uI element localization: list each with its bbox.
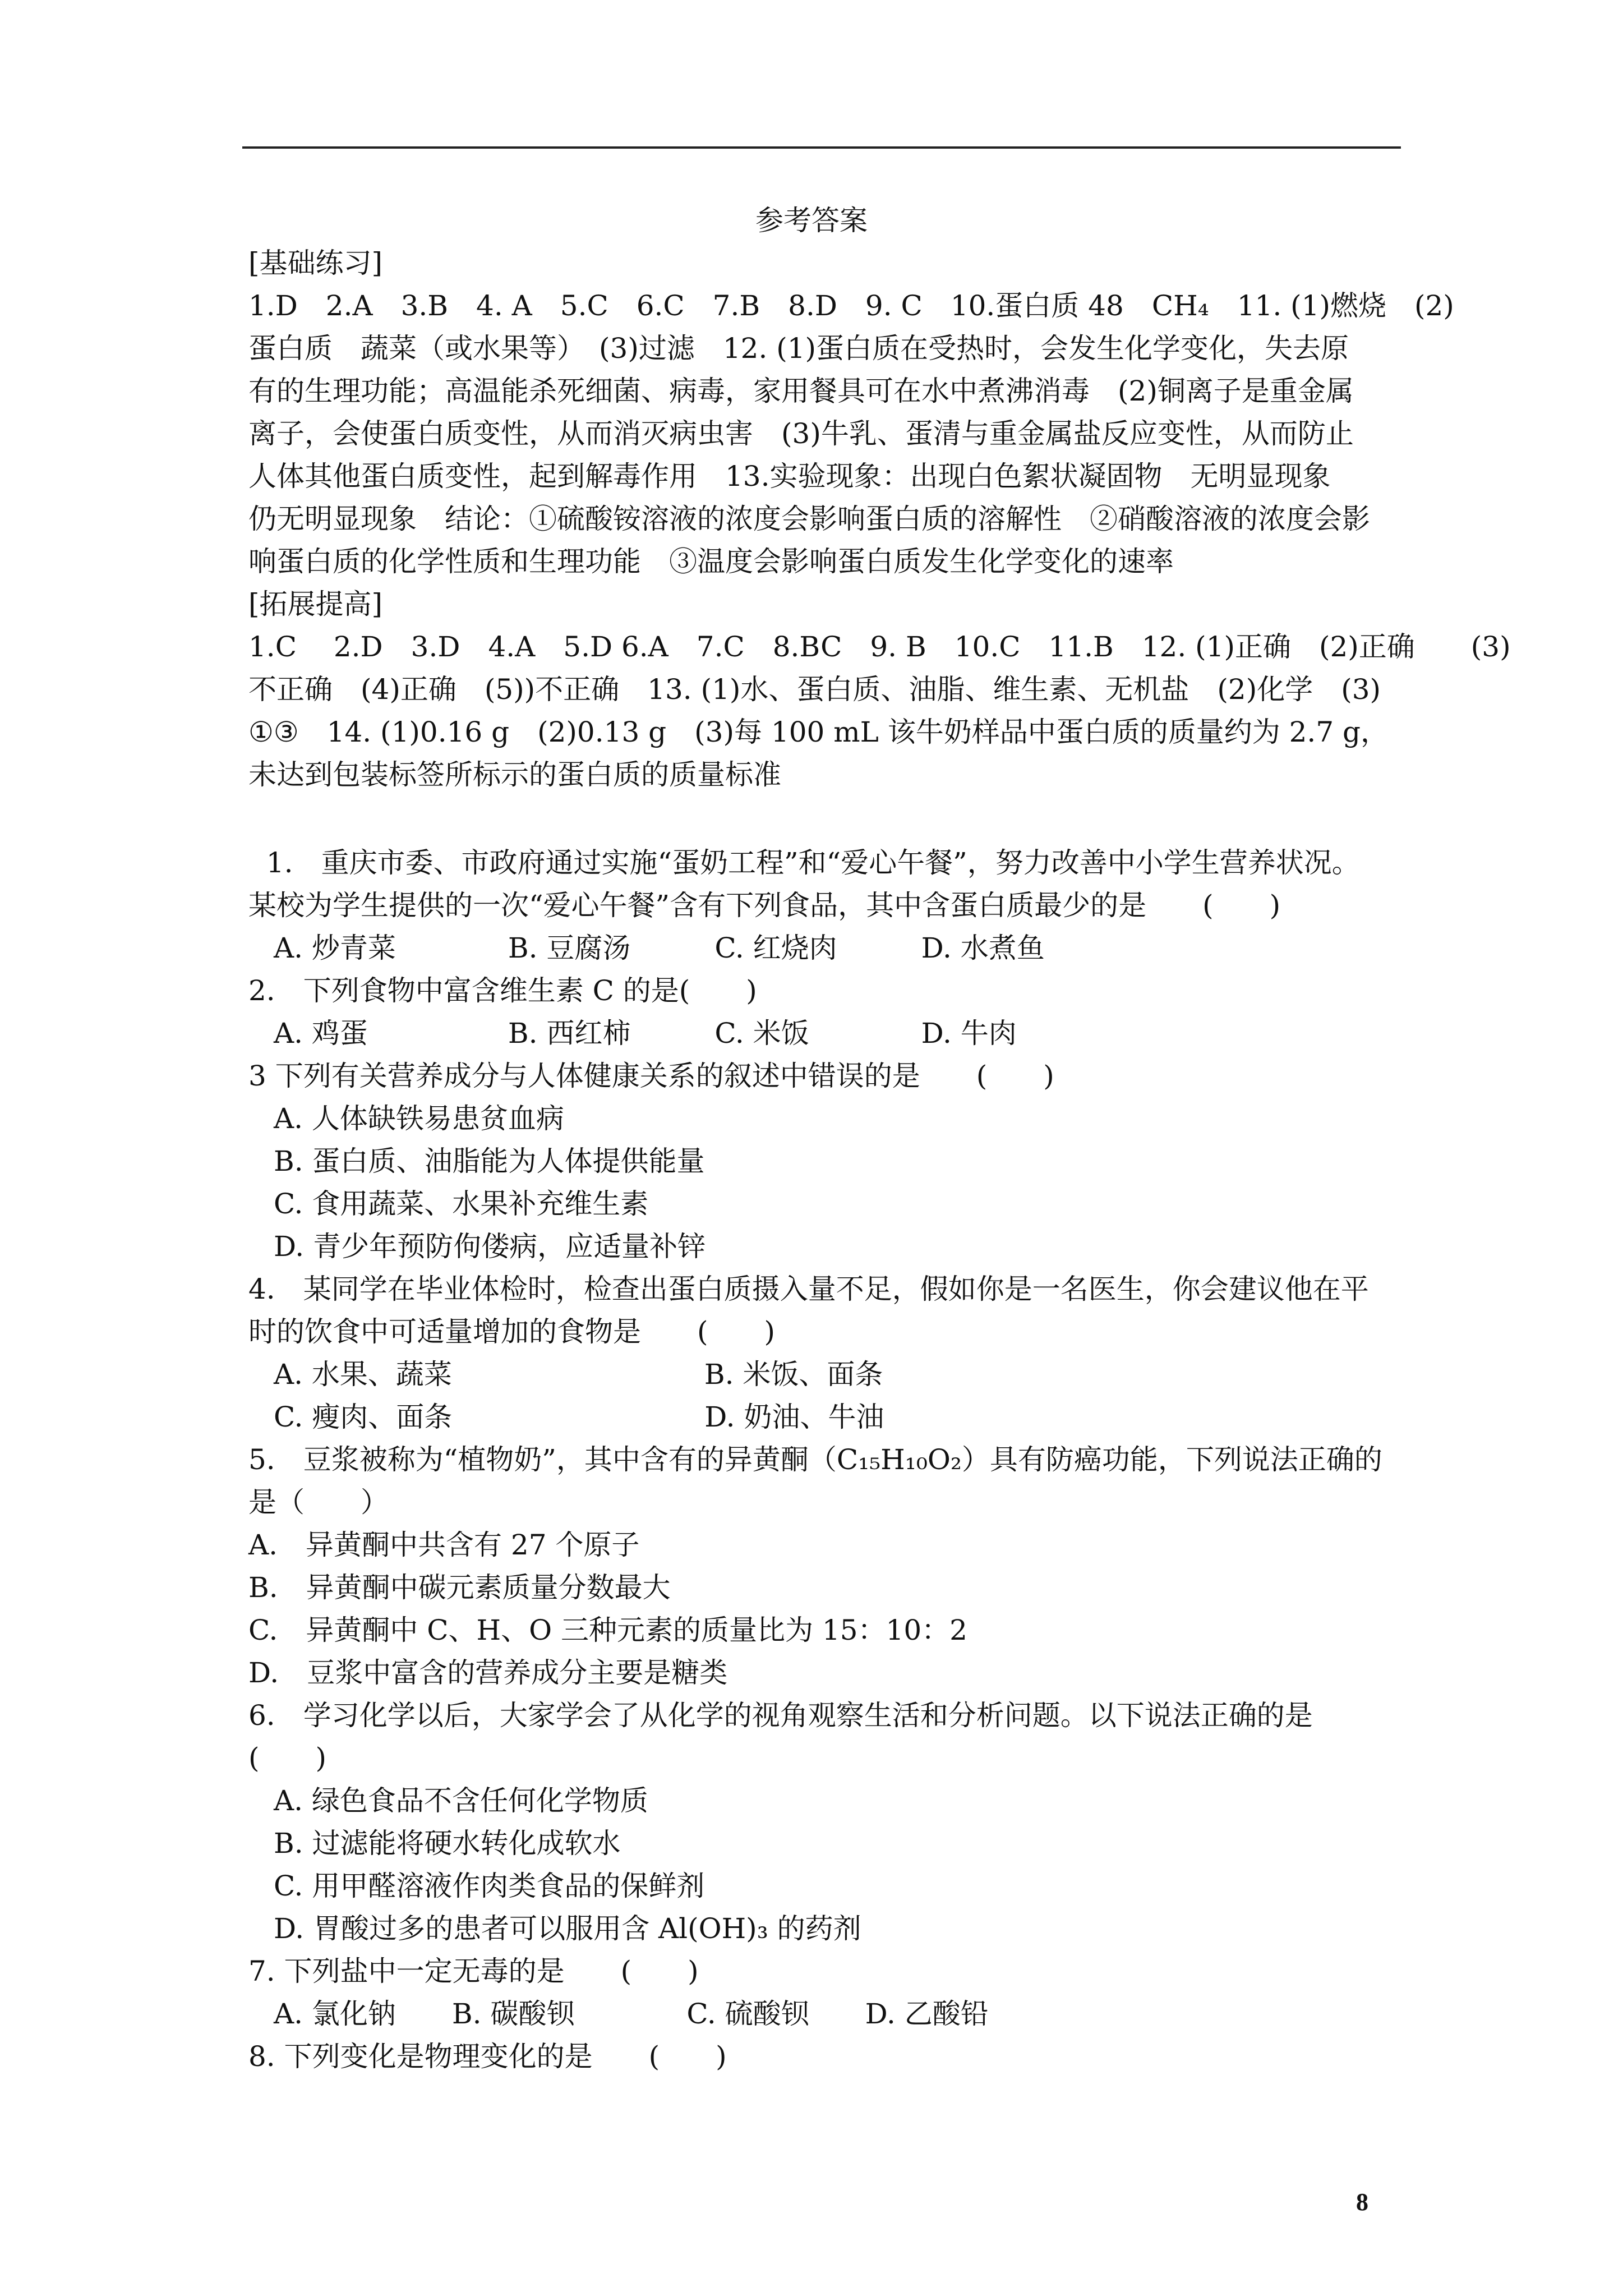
question-line: A. 鸡蛋 B. 西红柿 C. 米饭 D. 牛肉 (274, 1017, 1017, 1050)
question-line: A. 炒青菜 B. 豆腐汤 C. 红烧肉 D. 水煮鱼 (274, 932, 1045, 964)
question-line: D. 豆浆中富含的营养成分主要是糖类 (248, 1657, 728, 1689)
question-line: C. 食用蔬菜、水果补充维生素 (274, 1188, 649, 1220)
answer-line: [基础练习] (248, 247, 383, 279)
question-line: 8. 下列变化是物理变化的是 ( ) (248, 2040, 727, 2073)
question-line: D. 青少年预防佝偻病，应适量补锌 (274, 1230, 706, 1263)
question-line: 时的饮食中可适量增加的食物是 ( ) (248, 1315, 776, 1348)
answer-line: 仍无明显现象 结论：①硫酸铵溶液的浓度会影响蛋白质的溶解性 ②硝酸溶液的浓度会影 (248, 503, 1370, 535)
question-line: C. 瘦肉、面条 D. 奶油、牛油 (274, 1401, 884, 1433)
answer-line: 1.C 2.D 3.D 4.A 5.D 6.A 7.C 8.BC 9. B 10.C 11.B 12. (1)正确 (2)正确 (3) (248, 631, 1511, 663)
question-line: 5. 豆浆被称为“植物奶”，其中含有的异黄酮（C₁₅H₁₀O₂）具有防癌功能，下列说法正确的 (248, 1443, 1382, 1476)
question-line: D. 胃酸过多的患者可以服用含 Al(OH)₃ 的药剂 (274, 1912, 861, 1945)
question-line: C. 异黄酮中 C、H、O 三种元素的质量比为 15：10：2 (248, 1614, 967, 1646)
header-rule (242, 146, 1401, 149)
question-section (248, 841, 1404, 2078)
question-line: 4. 某同学在毕业体检时，检查出蛋白质摄入量不足，假如你是一名医生，你会建议他在平 (248, 1273, 1369, 1305)
question-line: B. 蛋白质、油脂能为人体提供能量 (274, 1145, 705, 1177)
answer-line: 蛋白质 蔬菜（或水果等） (3)过滤 12. (1)蛋白质在受热时，会发生化学变化，失去原 (248, 332, 1349, 365)
question-line: B. 异黄酮中碳元素质量分数最大 (248, 1571, 671, 1604)
answer-section (248, 242, 1511, 796)
question-line: 某校为学生提供的一次“爱心午餐”含有下列食品，其中含蛋白质最少的是 ( ) (248, 889, 1281, 922)
answer-line: 1.D 2.A 3.B 4. A 5.C 6.C 7.B 8.D 9. C 10.蛋白质 48 CH₄ 11. (1)燃烧 (2) (248, 289, 1454, 322)
question-line: A. 异黄酮中共含有 27 个原子 (248, 1529, 640, 1561)
question-line: 1. 重庆市委、市政府通过实施“蛋奶工程”和“爱心午餐”，努力改善中小学生营养状况。 (248, 846, 1360, 879)
answer-line: 响蛋白质的化学性质和生理功能 ③温度会影响蛋白质发生化学变化的速率 (248, 545, 1174, 578)
question-line: 7. 下列盐中一定无毒的是 ( ) (248, 1955, 699, 1987)
answer-line: 有的生理功能；高温能杀死细菌、病毒，家用餐具可在水中煮沸消毒 (2)铜离子是重金属 (248, 375, 1354, 407)
answer-line: 人体其他蛋白质变性，起到解毒作用 13.实验现象：出现白色絮状凝固物 无明显现象 (248, 460, 1331, 493)
question-line: ( ) (248, 1742, 327, 1774)
answer-line: [拓展提高] (248, 588, 383, 620)
page-number: 8 (1356, 2188, 1368, 2216)
question-line: A. 人体缺铁易患贫血病 (274, 1102, 564, 1135)
question-line: 2. 下列食物中富含维生素 C 的是( ) (248, 974, 757, 1007)
question-line: 3 下列有关营养成分与人体健康关系的叙述中错误的是 ( ) (248, 1060, 1054, 1092)
question-line: B. 过滤能将硬水转化成软水 (274, 1827, 621, 1860)
answer-line: 离子，会使蛋白质变性，从而消灭病虫害 (3)牛乳、蛋清与重金属盐反应变性，从而防止 (248, 417, 1354, 450)
question-line: A. 绿色食品不含任何化学物质 (274, 1784, 648, 1817)
page-title: 参考答案 (755, 204, 868, 237)
answer-line: 不正确 (4)正确 (5))不正确 13. (1)水、蛋白质、油脂、维生素、无机盐 (2)化学 (3) (248, 673, 1381, 706)
question-line: 是（ ） (248, 1486, 389, 1519)
answer-line: ①③ 14. (1)0.16 g (2)0.13 g (3)每 100 mL 该牛奶样品中蛋白质的质量约为 2.7 g， (248, 716, 1389, 748)
question-line: A. 水果、蔬菜 B. 米饭、面条 (274, 1358, 883, 1391)
answer-line: 未达到包装标签所标示的蛋白质的质量标准 (248, 758, 781, 791)
question-line: A. 氯化钠 B. 碳酸钡 C. 硫酸钡 D. 乙酸铅 (274, 1998, 989, 2030)
question-line: C. 用甲醛溶液作肉类食品的保鲜剂 (274, 1870, 705, 1902)
question-line: 6. 学习化学以后，大家学会了从化学的视角观察生活和分析问题。以下说法正确的是 (248, 1699, 1313, 1732)
